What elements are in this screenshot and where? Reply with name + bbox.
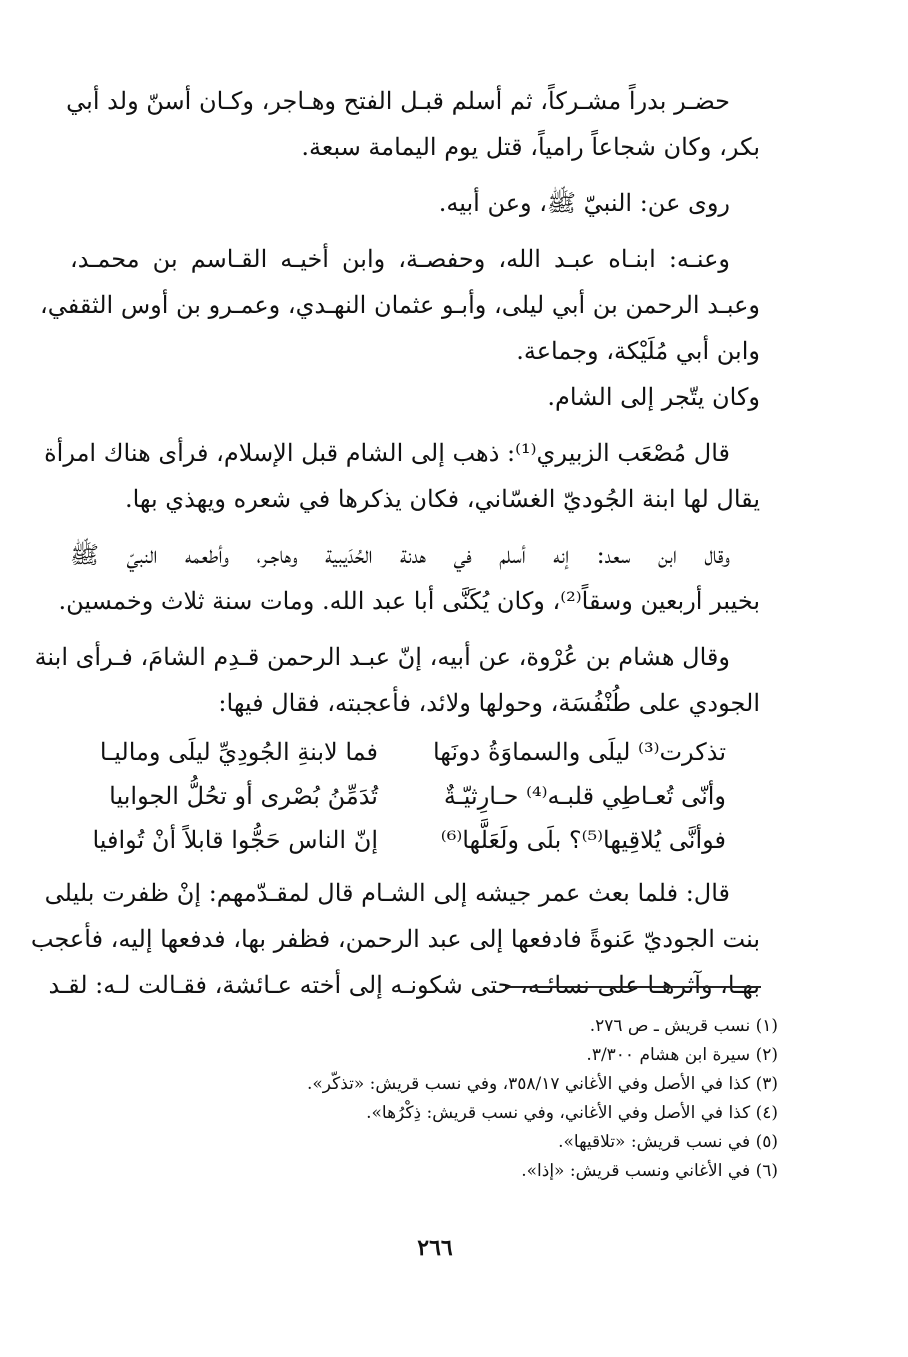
- verse-first-hemistich: فوأنَّى يُلاقِيها⁽⁵⁾؟ بلَى ولَعَلَّها⁽⁶⁾: [440, 826, 726, 854]
- footnote-divider: [505, 986, 761, 988]
- text-line: روى عن: النبيّ ﷺ، وعن أبيه.: [438, 189, 730, 217]
- verse-second-hemistich: إنّ الناس حَجُّوا قابلاً أنْ تُوافيا: [92, 826, 378, 854]
- poem-verses: [70, 730, 760, 862]
- footnote: (٦) في الأغاني ونسب قريش: «إذا».: [521, 1161, 778, 1181]
- paragraph: [58, 532, 760, 624]
- text-line: قال: فلما بعث عمر جيشه إلى الشـام قال لمقـدّمهم: إنْ ظفرت بليلى: [44, 879, 730, 907]
- paragraph: [70, 180, 760, 226]
- footnotes: [138, 1012, 778, 1186]
- verse-first-hemistich: تذكرت⁽³⁾ ليلَى والسماوَةُ دونَها: [432, 738, 726, 766]
- verse-second-hemistich: تُدَمِّنُ بُصْرى أو تحُلُّ الجوابيا: [109, 782, 378, 810]
- footnote: (١) نسب قريش ـ ص ٢٧٦.: [589, 1016, 778, 1036]
- paragraph: [66, 78, 760, 170]
- text-line: قال مُصْعَب الزبيري⁽¹⁾: ذهب إلى الشام قبل الإسلام، فرأى هناك امرأة: [44, 439, 730, 467]
- text-line: وكان يتّجر إلى الشام.: [547, 383, 760, 411]
- text-line: وقال هشام بن عُرْوة، عن أبيه، إنّ عبـد الرحمن قـدِم الشامَ، فـرأى ابنة: [34, 643, 730, 671]
- footnote: (٥) في نسب قريش: «تلاقيها».: [558, 1132, 778, 1152]
- text-line: بهـا، وآثرهـا على نسائـه، حتى شكونـه إلى أخته عـائشة، فقـالت لـه: لقـد: [48, 971, 760, 999]
- text-line: بنت الجوديّ عَنوةً فادفعها إلى عبد الرحمن، فظفر بها، فدفعها إليه، فأعجب: [30, 925, 760, 953]
- text-line: وعنـه: ابنـاه عبـد الله، وحفصـة، وابن أخيـه القـاسم بن محمـد،: [70, 245, 730, 273]
- text-line: يقال لها ابنة الجُوديّ الغسّاني، فكان يذكرها في شعره ويهذي بها.: [124, 485, 760, 513]
- text-line: الجودي على طُنْفُسَة، وحولها ولائد، فأعجبته، فقال فيها:: [218, 689, 760, 717]
- text-line: وعبـد الرحمن بن أبي ليلى، وأبـو عثمان النهـدي، وعمـرو بن أوس الثقفي،: [39, 291, 760, 319]
- page-number: ٢٦٦: [417, 1235, 453, 1261]
- page-body: [30, 78, 760, 1018]
- text-line: وقال ابن سعد: إنه أسلم في هدنة الحُدَيبية وهاجـر، وأطعمه النبيّ ﷺ: [70, 541, 730, 569]
- text-line: وابن أبي مُلَيْكة، وجماعة.: [516, 337, 760, 365]
- verse-second-hemistich: فما لابنةِ الجُودِيِّ ليلَى وماليـا: [99, 738, 378, 766]
- footnote: (٣) كذا في الأصل وفي الأغاني ٣٥٨/١٧، وفي نسب قريش: «تذكّر».: [306, 1074, 778, 1094]
- text-line: حضـر بدراً مشـركاً، ثم أسلم قبـل الفتح وهـاجر، وكـان أسنّ ولد أبي: [66, 87, 730, 115]
- text-line: بكر، وكان شجاعاً رامياً، قتل يوم اليمامة سبعة.: [301, 133, 760, 161]
- footnote: (٢) سيرة ابن هشام ٣/٣٠٠.: [586, 1045, 778, 1065]
- paragraph: [34, 634, 760, 726]
- paragraph: [44, 430, 760, 522]
- text-line: بخيبر أربعين وسقاً⁽²⁾، وكان يُكَنَّى أبا عبد الله. ومات سنة ثلاث وخمسين.: [58, 587, 760, 615]
- paragraph: [39, 236, 760, 420]
- verse-first-hemistich: وأنّى تُعـاطِي قلبـه⁽⁴⁾ حـارِثيّـةٌ: [443, 782, 726, 810]
- footnote: (٤) كذا في الأصل وفي الأغاني، وفي نسب قريش: ذِكْرُها».: [366, 1103, 778, 1123]
